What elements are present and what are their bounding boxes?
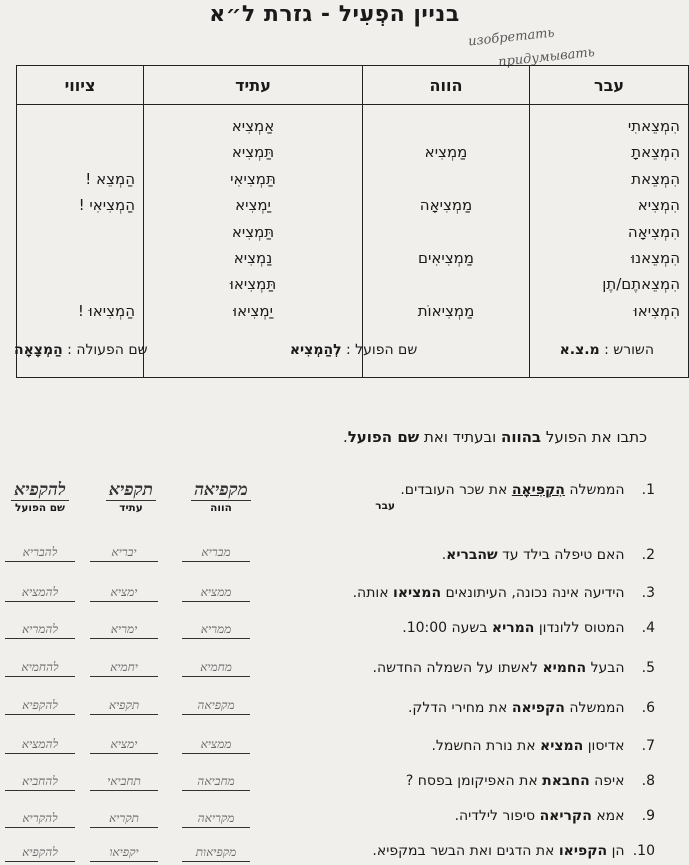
question-verb: הקפיאה [511,700,565,716]
present-form: מַמְצִיאִים [418,248,474,267]
imperative-form: הַמְצִיאוּ ! [77,301,135,320]
answer-row-4 [0,617,255,639]
answer-headers [0,480,250,520]
present-form [371,271,521,297]
imperative-form [25,271,135,297]
imperative-form: הַמְצִיאִי ! [78,196,135,215]
future-form: יַמְצִיא [235,196,271,215]
past-form: הִמְצֵאת [631,169,680,188]
infinitive-answer[interactable]: להבריא [5,543,75,562]
present-label: הווה [210,502,232,514]
past-form: הִמְצִיאוּ [633,301,680,320]
question-text: את האפיקומן בפסח ? [405,773,538,789]
question-number: 6. [641,700,655,716]
question-number: 2. [641,547,655,563]
infinitive-example-text: להקפיא [11,480,68,501]
infinitive-label: שם הפועל : [346,342,418,358]
present-form: מַמְצִיאָה [419,196,473,215]
future-answer[interactable]: יקפיאו [90,843,158,862]
root-info [560,342,654,358]
future-answer[interactable]: יבריא [90,543,158,562]
present-form [371,113,521,139]
question-6 [235,700,655,716]
question-number: 8. [641,773,655,789]
handwritten-note: придумывать [497,44,596,71]
question-number: 1. [641,482,655,498]
future-form: נַמְצִיא [233,248,273,267]
infinitive-answer[interactable]: להמריא [5,620,75,639]
present-answer[interactable]: ממציא [182,583,250,602]
answer-row-9 [0,806,255,828]
future-example-text: תקפיא [106,480,156,501]
question-verb: המריא [491,620,535,636]
question-text: לאשתו על השמלה החדשה. [372,660,538,676]
handwritten-note: изобретать [467,25,556,50]
past-form: הִמְצִיא [637,196,680,215]
header-past: עבר [530,66,689,105]
answer-row-10 [0,840,255,862]
infinitive-answer[interactable]: להחמיא [5,658,75,677]
root-info-row [14,342,654,358]
instruction-text: ובעתיד ואת [423,428,497,446]
present-answer[interactable]: מקפיאה [182,696,250,715]
imperative-form [25,219,135,245]
question-text: סיפור לילדיה. [454,808,536,824]
question-7 [235,738,655,754]
question-text: הן [611,843,625,859]
answer-row-6 [0,693,255,715]
question-9 [235,808,655,824]
future-label: עתיד [119,502,143,514]
infinitive-info [290,342,417,358]
past-column [530,105,689,378]
imperative-form [25,245,135,271]
question-verb: המציאו [393,585,442,601]
imperative-column [17,105,144,378]
noun-info [14,342,148,358]
future-form: יַמְצִיאוּ [233,301,273,320]
question-3 [235,585,655,601]
question-text: המטוס ללונדון [538,620,625,636]
future-answer[interactable]: תחביאי [90,772,158,791]
question-5 [235,660,655,676]
question-text: הממשלה [569,700,625,716]
question-verb: החבאת [542,773,590,789]
future-answer[interactable]: תקריא [90,809,158,828]
future-form: תַּמְצִיא [231,143,275,162]
question-verb: הקריאה [539,808,592,824]
future-answer[interactable]: ימציא [90,735,158,754]
question-text: אותה. [352,585,389,601]
header-future: עתיד [144,66,363,105]
past-form: הִמְצֵאתָ [631,143,680,162]
present-answer[interactable]: ממריא [182,620,250,639]
future-answer[interactable]: תקפיא [90,696,158,715]
question-text: בשעה 10:00. [402,620,488,636]
question-text: . [441,547,447,563]
question-text: איפה [594,773,625,789]
question-number: 4. [641,620,655,636]
root-value: מ.צ.א [559,342,600,358]
present-form: מַמְצִיאוֹת [417,301,475,320]
header-imperative: ציווי [17,66,144,105]
answer-row-3 [0,580,255,602]
question-text: את נורת החשמל. [431,738,536,754]
future-form: תַּמְצִיאִי [230,169,276,188]
present-example-text: מקפיאה [191,480,251,501]
question-4 [235,620,655,636]
instruction-end: . [342,428,348,446]
present-form [371,219,521,245]
imperative-form [25,139,135,165]
present-column [363,105,530,378]
infinitive-answer[interactable]: להקריא [5,809,75,828]
present-form: מַמְצִיא [424,143,468,162]
question-text: הבעל [590,660,625,676]
question-text: אמא [596,808,625,824]
question-text: הידיעה אינה נכונה, העיתונאים [445,585,625,601]
infinitive-value: לְהַמְצִיא [289,342,342,358]
future-form: תַּמְצִיאוּ [229,275,277,294]
question-text: אדיסון [587,738,625,754]
instruction-present: בהווה [501,428,542,446]
question-verb: הִקְפִּיאָה [511,482,565,498]
future-example [100,480,162,514]
question-verb: הקפיאו [558,843,608,859]
answer-row-5 [0,655,255,677]
past-form: הִמְצֵאתֶם/תֶן [602,275,680,294]
question-2 [235,547,655,563]
infinitive-answer[interactable]: להקפיא [5,843,75,862]
instruction-text: כתבו את הפועל [545,428,647,446]
root-label: השורש : [604,342,654,358]
question-number: 7. [641,738,655,754]
question-text: את מחירי הדלק. [407,700,508,716]
question-1 [235,482,655,512]
noun-label: שם הפעולה : [67,342,148,358]
imperative-form [25,113,135,139]
present-answer[interactable]: מקריאה [182,809,250,828]
infinitive-label: שם הפועל [15,502,65,514]
noun-value: הַמְצָאָה [14,342,63,358]
present-answer[interactable]: מבריא [182,543,250,562]
infinitive-answer[interactable]: להמציא [5,583,75,602]
question-text: את הדגים ואת הבשר במקפיא. [372,843,555,859]
header-present: הווה [363,66,530,105]
question-text: את שכר העובדים. [400,482,508,498]
answer-row-8 [0,769,255,791]
question-number: 3. [641,585,655,601]
conjugation-table [16,65,689,378]
present-answer[interactable]: מקפיאות [182,843,250,862]
page-title: בניין הפְעִיל - גזרת ל״א [209,2,460,27]
past-label: עבר [375,500,395,512]
question-verb: שהבריא [446,547,498,563]
answer-row-7 [0,732,255,754]
past-form: הִמְצֵאתִי [627,117,680,135]
present-answer[interactable]: מחמיא [182,658,250,677]
infinitive-answer[interactable]: להקפיא [5,696,75,715]
future-answer[interactable]: יחמיא [90,658,158,677]
imperative-form: הַמְצֵא ! [85,169,135,188]
question-number: 10. [632,843,655,859]
question-8 [235,773,655,789]
present-form [371,166,521,192]
future-form: תַּמְצִיא [231,222,275,241]
question-verb: החמיא [542,660,587,676]
future-answer[interactable]: ימריא [90,620,158,639]
future-column [144,105,363,378]
present-answer[interactable]: ממציא [182,735,250,754]
future-answer[interactable]: ימציא [90,583,158,602]
question-number: 9. [641,808,655,824]
answer-row-2 [0,540,255,562]
question-number: 5. [641,660,655,676]
question-text: הממשלה [569,482,625,498]
present-answer[interactable]: מחביאה [182,772,250,791]
infinitive-answer[interactable]: להחביא [5,772,75,791]
future-form: אַמְצִיא [231,117,275,135]
infinitive-example [5,480,75,514]
exercise-instruction [343,428,647,446]
past-form: הִמְצֵאנוּ [630,248,680,267]
instruction-noun: שם הפועל [347,428,420,446]
past-form: הִמְצִיאָה [627,222,680,241]
infinitive-answer[interactable]: להמציא [5,735,75,754]
question-10 [235,843,655,859]
question-text: האם טיפלה בילד עד [502,547,625,563]
question-verb: המציא [540,738,584,754]
